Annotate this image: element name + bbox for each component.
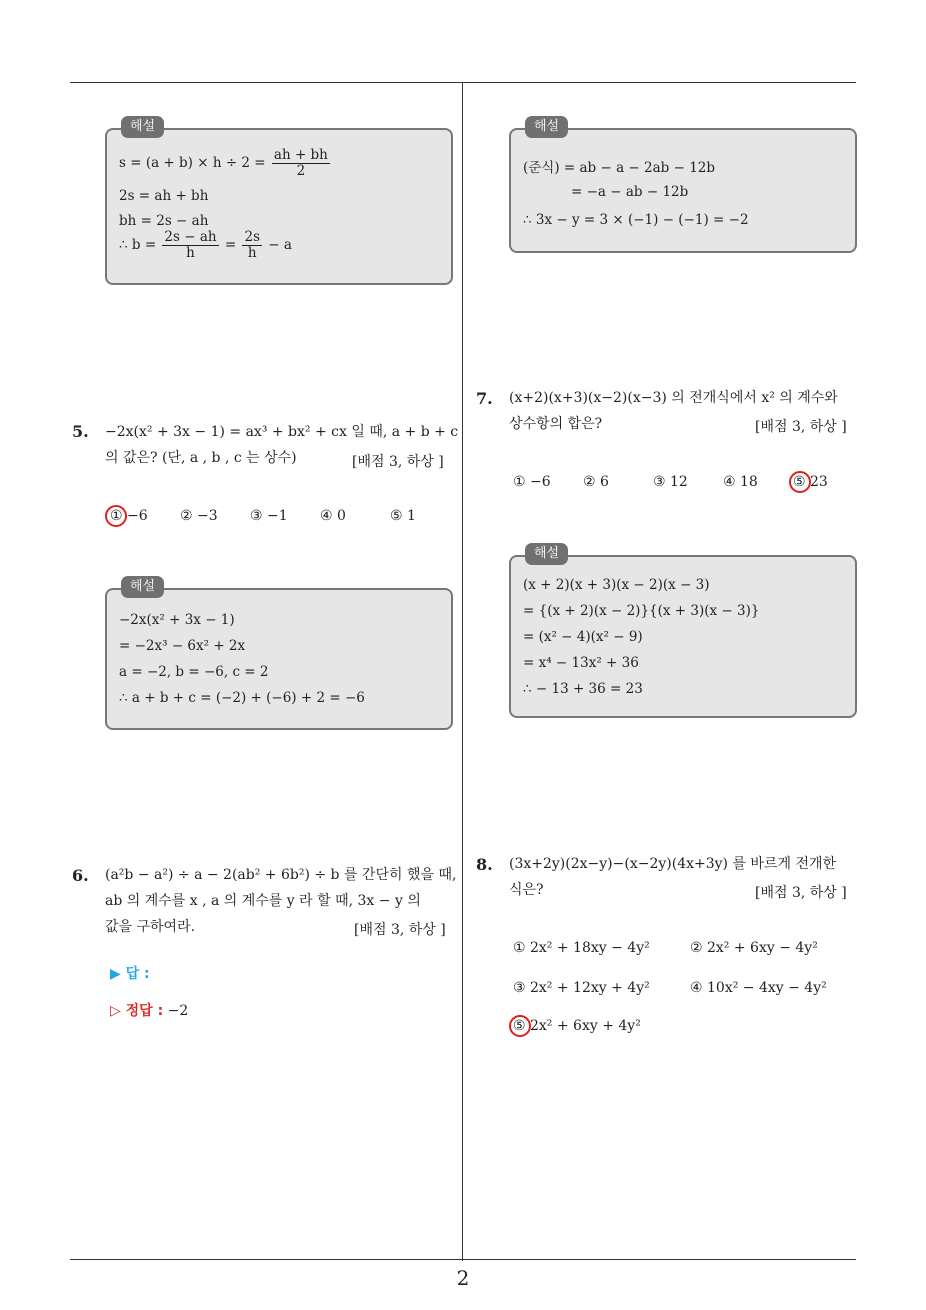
fraction: $\frac{2s}{h}$ [244,229,261,261]
q8-option-5[interactable]: ⑤ 2x² + 6xy + 4y² [513,1018,641,1034]
solution-line: ∴ b = $\frac{2s - ah}{h}$ = $\frac{2s}{h}$ − a [119,229,292,261]
q5-option-1[interactable]: ① −6 [110,508,148,524]
correct-answer-value: −2 [167,1003,189,1019]
solution-line: ∴ a + b + c = (−2) + (−6) + 2 = −6 [119,690,365,706]
solution-line: = x⁴ − 13x² + 36 [523,655,639,671]
question-number-8: 8. [476,855,493,874]
answer-input-label[interactable]: ▶ 답 : [110,966,150,982]
solution-line: ∴ − 13 + 36 = 23 [523,681,643,697]
fraction: $\frac{ah + bh}{2}$ [273,147,328,179]
solution-box-prev-right [509,119,857,253]
bottom-rule [70,1259,856,1260]
question-5-text-line2: 의 값은? (단, a , b , c 는 상수) [105,450,297,466]
solution-line: = {(x + 2)(x − 2)}{(x + 3)(x − 3)} [523,603,760,619]
solution-line: a = −2, b = −6, c = 2 [119,664,269,680]
question-6-text-line3: 값을 구하여라. [105,919,196,935]
solution-line: (x + 2)(x + 3)(x − 2)(x − 3) [523,577,710,593]
q8-option-4[interactable]: ④ 10x² − 4xy − 4y² [690,980,827,996]
question-number-5: 5. [72,422,89,441]
solution-tag: 해설 [121,116,164,138]
q5-option-2[interactable]: ② −3 [180,508,218,524]
solution-line: (준식) = ab − a − 2ab − 12b [523,160,716,176]
question-6-text-line2: ab 의 계수를 x , a 의 계수를 y 라 할 때, 3x − y 의 [105,893,421,909]
q5-option-4[interactable]: ④ 0 [320,508,346,524]
page-number: 2 [456,1266,470,1290]
q7-option-5[interactable]: ⑤ 23 [793,474,828,490]
solution-line: = (x² − 4)(x² − 9) [523,629,643,645]
solution-line: = −a − ab − 12b [571,184,689,200]
solution-line: −2x(x² + 3x − 1) [119,612,235,628]
solution-line: s = (a + b) × h ÷ 2 = $\frac{ah + bh}{2}$ [119,147,328,179]
question-5-text-line1: −2x(x² + 3x − 1) = ax³ + bx² + cx 일 때, a + b + c [105,424,459,440]
q5-option-3[interactable]: ③ −1 [250,508,288,524]
solution-line: bh = 2s − ah [119,213,209,229]
question-7-meta: [배점 3, 하상 ] [755,419,847,435]
solution-box-q5 [105,579,453,730]
q5-option-5[interactable]: ⑤ 1 [390,508,416,524]
solution-tag: 해설 [121,576,164,598]
q8-option-2[interactable]: ② 2x² + 6xy − 4y² [690,940,818,956]
solution-tag: 해설 [525,543,568,565]
question-8-text-line1: (3x+2y)(2x−y)−(x−2y)(4x+3y) 를 바르게 전개한 [509,856,837,872]
question-7-text-line2: 상수항의 합은? [509,416,603,432]
solution-line: = −2x³ − 6x² + 2x [119,638,246,654]
q7-option-3[interactable]: ③ 12 [653,474,688,490]
q8-option-1[interactable]: ① 2x² + 18xy − 4y² [513,940,650,956]
solution-box-prev-left [105,119,453,285]
question-number-6: 6. [72,866,89,885]
question-8-meta: [배점 3, 하상 ] [755,885,847,901]
column-divider [462,83,463,1261]
q8-option-3[interactable]: ③ 2x² + 12xy + 4y² [513,980,650,996]
question-6-text-line1: (a²b − a²) ÷ a − 2(ab² + 6b²) ÷ b 를 간단히 했을 때, [105,867,457,883]
q7-option-4[interactable]: ④ 18 [723,474,758,490]
correct-answer-line [110,1000,188,1020]
solution-tag: 해설 [525,116,568,138]
fraction: $\frac{2s - ah}{h}$ [164,229,217,261]
top-rule [70,82,856,83]
question-7-text-line1: (x+2)(x+3)(x−2)(x−3) 의 전개식에서 x² 의 계수와 [509,390,838,406]
question-6-meta: [배점 3, 하상 ] [354,922,446,938]
correct-answer-label: ▷ 정답 : [110,1003,164,1019]
solution-box-q7 [509,546,857,718]
question-number-7: 7. [476,389,493,408]
solution-line: ∴ 3x − y = 3 × (−1) − (−1) = −2 [523,212,749,228]
question-8-text-line2: 식은? [509,882,544,898]
solution-line: 2s = ah + bh [119,188,209,204]
q7-option-1[interactable]: ① −6 [513,474,551,490]
question-5-meta: [배점 3, 하상 ] [352,454,444,470]
q7-option-2[interactable]: ② 6 [583,474,609,490]
